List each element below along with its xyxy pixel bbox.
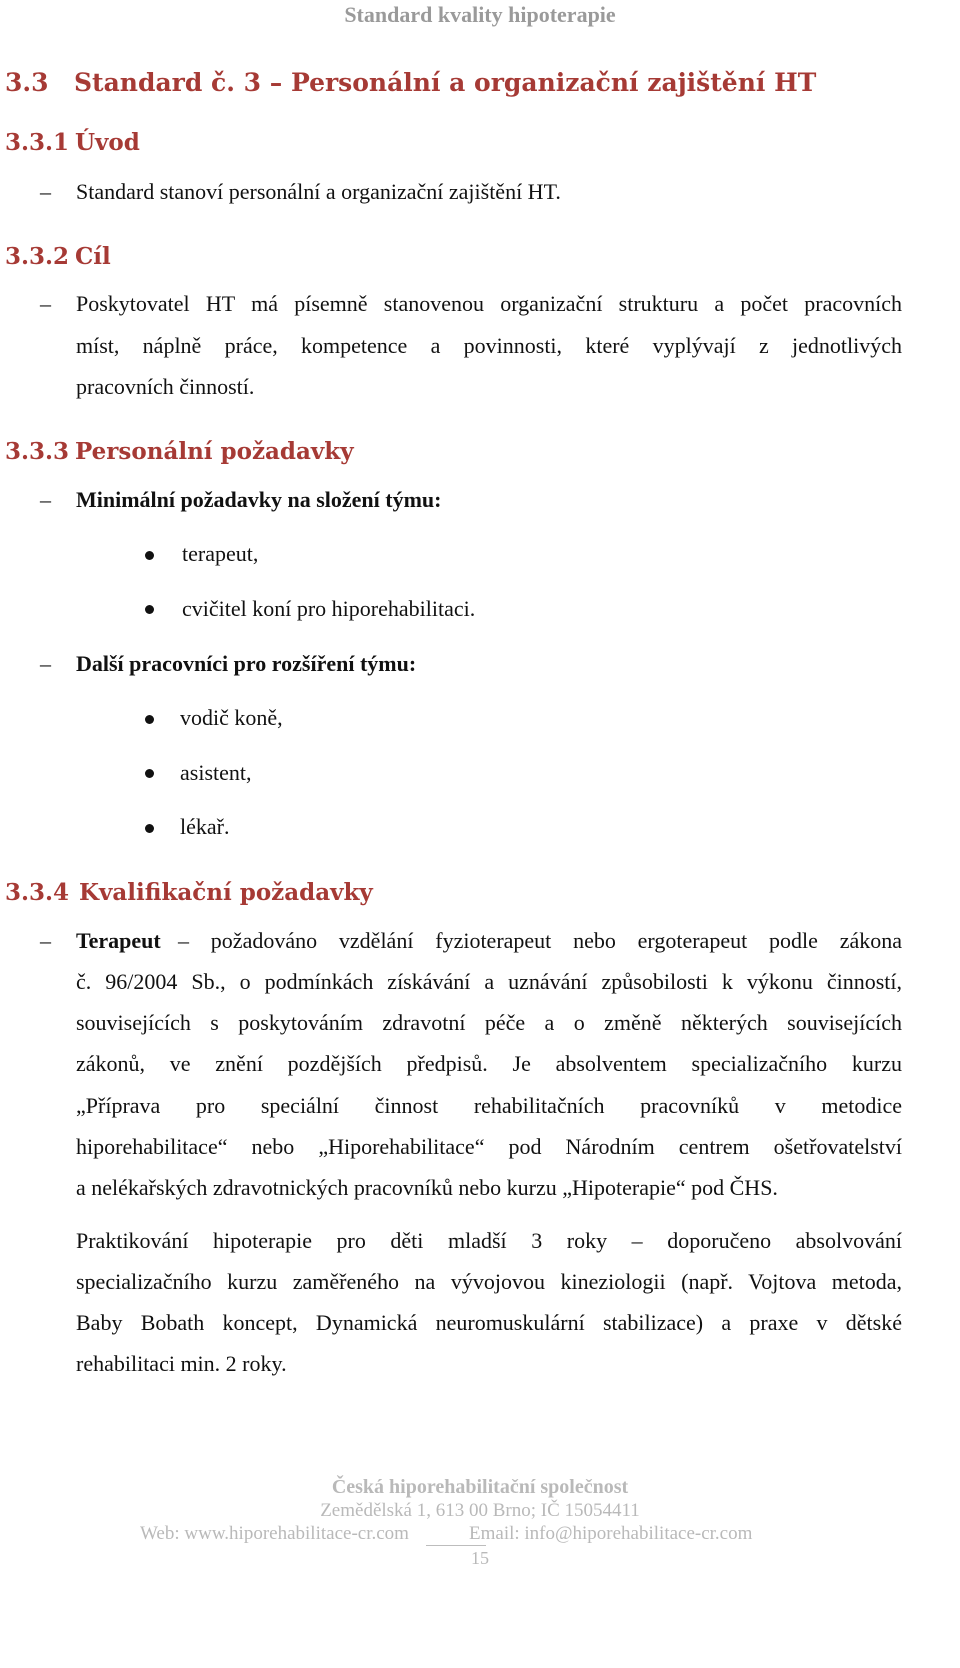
dash-marker: – — [40, 291, 51, 316]
subsection-title: Kvalifikační požadavky — [79, 879, 373, 906]
footer-address: Zemědělská 1, 613 00 Brno; IČ 15054411 — [320, 1500, 640, 1521]
paragraph-line: „Příprava pro speciální činnost rehabilitačních pracovníků v metodice — [76, 1093, 902, 1118]
subsection-number: 3.3.2 — [5, 243, 70, 270]
paragraph-line: zákonů, ve znění pozdějších předpisů. Je absolventem specializačního kurzu — [76, 1051, 902, 1076]
bullet-icon — [145, 605, 154, 614]
footer-web-link[interactable]: Web: www.hiporehabilitace-cr.com — [140, 1523, 409, 1544]
paragraph-line: míst, náplně práce, kompetence a povinnosti, které vyplývají z jednotlivých — [76, 333, 902, 358]
subsection-number: 3.3.3 — [5, 438, 70, 465]
footer-email-link[interactable]: Email: info@hiporehabilitace-cr.com — [469, 1523, 753, 1544]
paragraph-line: rehabilitaci min. 2 roky. — [76, 1351, 287, 1376]
paragraph-uvod: Standard stanoví personální a organizační zajištění HT. — [76, 179, 561, 204]
paragraph-line: souvisejících s poskytováním zdravotní péče a o změně některých souvisejících — [76, 1010, 902, 1035]
section-number: 3.3 — [5, 68, 49, 97]
paragraph-line: – požadováno vzdělání fyzioterapeut nebo ergoterapeut podle zákona — [178, 928, 902, 953]
paragraph-line: č. 96/2004 Sb., o podmínkách získávání a uznávání způsobilosti k výkonu činností, — [76, 969, 902, 994]
paragraph-line: pracovních činností. — [76, 374, 255, 399]
subsection-title: Úvod — [75, 129, 140, 156]
dash-marker: – — [40, 651, 51, 676]
term-terapeut: Terapeut — [76, 928, 161, 953]
bullet-icon — [145, 715, 154, 724]
subsection-number: 3.3.1 — [5, 129, 70, 156]
dash-marker: – — [40, 928, 51, 953]
footer-divider — [426, 1545, 486, 1546]
list-item: cvičitel koní pro hiporehabilitaci. — [182, 596, 476, 621]
paragraph-line: Poskytovatel HT má písemně stanovenou organizační strukturu a počet pracovních — [76, 291, 902, 316]
subsection-title: Personální požadavky — [75, 438, 354, 465]
subsection-heading-kvalifikacni — [0, 879, 960, 911]
paragraph-line: Praktikování hipoterapie pro děti mladší 3 roky – doporučeno absolvování — [76, 1228, 902, 1253]
footer-contacts — [140, 1523, 840, 1547]
list-heading: Minimální požadavky na složení týmu: — [76, 487, 442, 512]
list-heading: Další pracovníci pro rozšíření týmu: — [76, 651, 417, 676]
bullet-icon — [145, 824, 154, 833]
dash-marker: – — [40, 487, 51, 512]
list-item: vodič koně, — [180, 705, 283, 730]
footer-org: Česká hiporehabilitační společnost — [331, 1476, 629, 1498]
paragraph-line: specializačního kurzu zaměřeného na vývojovou kineziologii (např. Vojtova metoda, — [76, 1269, 902, 1294]
subsection-heading-personalni — [0, 438, 960, 470]
running-header: Standard kvality hipoterapie — [344, 2, 616, 27]
paragraph-line: hiporehabilitace“ nebo „Hiporehabilitace“ pod Národním centrem ošetřovatelství — [76, 1134, 902, 1159]
bullet-icon — [145, 769, 154, 778]
dash-marker: – — [40, 179, 51, 204]
section-heading — [0, 68, 960, 102]
list-item: lékař. — [180, 814, 230, 839]
paragraph-line: a nelékařských zdravotnických pracovníků nebo kurzu „Hipoterapie“ pod ČHS. — [76, 1175, 778, 1200]
bullet-icon — [145, 551, 154, 560]
list-item: asistent, — [180, 760, 252, 785]
subsection-heading-uvod — [0, 129, 960, 161]
paragraph-line: Baby Bobath koncept, Dynamická neuromuskulární stabilizace) a praxe v dětské — [76, 1310, 902, 1335]
page-number: 15 — [471, 1548, 489, 1568]
subsection-heading-cil — [0, 243, 960, 275]
section-title: Standard č. 3 – Personální a organizační zajištění HT — [74, 68, 817, 97]
subsection-title: Cíl — [75, 243, 111, 270]
subsection-number: 3.3.4 — [5, 879, 70, 906]
list-item: terapeut, — [182, 541, 259, 566]
